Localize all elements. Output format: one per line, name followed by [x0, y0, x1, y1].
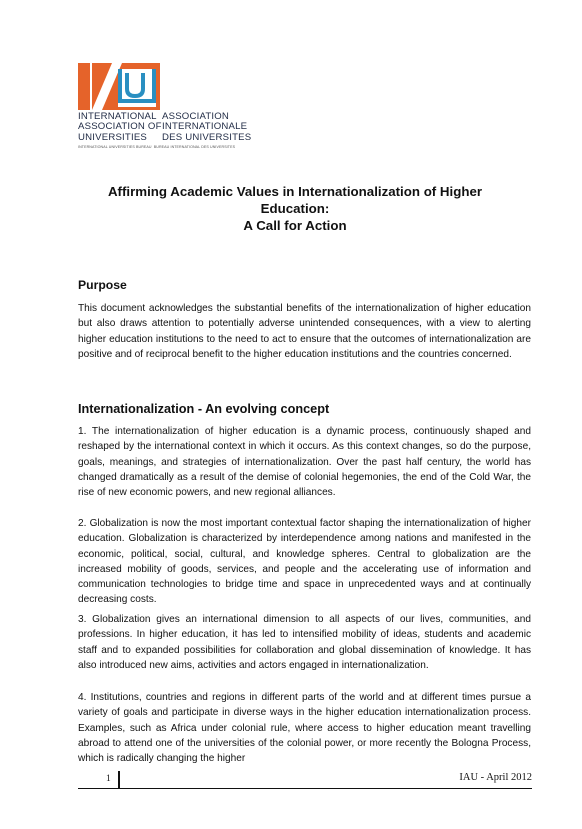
title-line: Education:	[260, 201, 330, 216]
page-number: 1	[106, 774, 111, 784]
logo-line: UNIVERSITIES	[78, 131, 148, 143]
logo-line: ASSOCIATION OF	[78, 121, 162, 133]
purpose-paragraph: This document acknowledges the substantial benefits of the internationalization of higher education but also draws attention to potentially adverse unintended consequences, with a view to alerting higher education institutions to the need to act to ensure that the outcomes of internationalization are positive and of reciprocal benefit to the higher education institutions and the countries concerned.	[78, 303, 531, 360]
iau-logo-mark	[78, 63, 160, 110]
paragraph-3: 3. Globalization gives an international dimension to all aspects of our lives, communities, and professions. In higher education, it has led to intensified mobility of ideas, students and academic staff and to expanded possibilities for collaboration and global dissemination of knowledge. It has also introduced new aims, activities and actors engaged in internationalization.	[78, 614, 531, 671]
paragraph-4: 4. Institutions, countries and regions in different parts of the world and at different times pursue a variety of goals and participate in diverse ways in the higher education internationalization process. Examples, such as Africa under colonial rule, where access to higher education meant travelling abroad to attend one of the universities of the colonial power, or more recently the Bologna Process, which is radically changing the higher	[78, 692, 531, 765]
logo-line: ASSOCIATION	[162, 111, 230, 122]
logo-bureau-line: INTERNATIONAL UNIVERSITIES BUREAU BUREAU INTERNATIONAL DES UNIVERSITES	[78, 145, 236, 149]
section-heading-purpose: Purpose	[78, 278, 127, 292]
logo-line: INTERNATIONALE	[162, 121, 248, 133]
document-title	[60, 183, 530, 234]
footer-date: IAU - April 2012	[459, 772, 532, 783]
paragraph-1: 1. The internationalization of higher education is a dynamic process, continuously shaped and reshaped by the international context in which it occurs. As this context changes, so do the purpose, goals, meanings, and strategies of internationalization. Over the past half century, the world has changed dramatically as a result of the demise of colonial hegemonies, the end of the Cold War, the rise of new economic powers, and new regional alliances.	[78, 426, 531, 499]
iau-logo	[78, 63, 258, 155]
paragraph-2: 2. Globalization is now the most important contextual factor shaping the internationalization of higher education. Globalization is characterized by interdependence among nations and manifested in the economic, political, social, cultural, and knowledge spheres. Central to globalization are the increased mobility of goods, services, and people and the accelerating use of information and communication technologies to bridge time and space in unprecedented ways and at continually decreasing costs.	[78, 518, 531, 606]
logo-line: INTERNATIONAL	[78, 111, 157, 122]
footer-rule	[78, 788, 532, 789]
section-heading-concept: Internationalization - An evolving concept	[78, 402, 330, 416]
logo-wordmark	[78, 112, 258, 143]
title-line: Affirming Academic Values in Internationalization of Higher	[107, 184, 483, 199]
footer-divider-bar	[118, 771, 120, 789]
logo-line: DES UNIVERSITES	[162, 131, 252, 143]
title-line: A Call for Action	[243, 218, 347, 233]
